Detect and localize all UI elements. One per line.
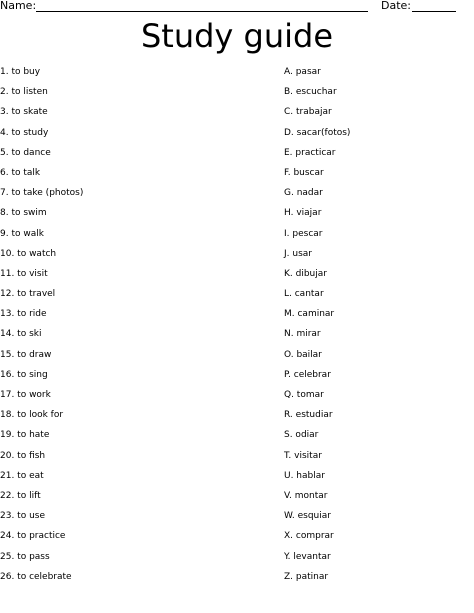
date-label: Date: <box>381 0 411 12</box>
answer-item: V. montar <box>284 490 328 501</box>
prompt-item: 6. to talk <box>0 167 41 178</box>
answer-list <box>284 62 469 587</box>
prompt-item: 15. to draw <box>0 349 52 360</box>
answer-item: Y. levantar <box>284 551 331 562</box>
prompt-item: 5. to dance <box>0 147 51 158</box>
prompt-item: 1. to buy <box>0 67 41 77</box>
prompt-item: 12. to travel <box>0 289 56 300</box>
prompt-list <box>0 62 270 587</box>
answer-item: Q. tomar <box>284 390 324 400</box>
prompt-item: 18. to look for <box>0 410 64 421</box>
answer-item: K. dibujar <box>284 268 327 279</box>
answer-item: T. visitar <box>284 450 322 461</box>
name-label: Name: <box>0 0 37 12</box>
answer-item: S. odiar <box>284 430 319 441</box>
prompt-item: 2. to listen <box>0 87 48 98</box>
name-line <box>36 11 368 12</box>
answer-item: B. escuchar <box>284 87 337 98</box>
prompt-item: 14. to ski <box>0 329 42 340</box>
prompt-item: 24. to practice <box>0 531 66 542</box>
answer-item: H. viajar <box>284 208 322 219</box>
answer-item: P. celebrar <box>284 369 331 380</box>
prompt-item: 4. to study <box>0 127 49 138</box>
date-line <box>412 11 456 12</box>
prompt-item: 3. to skate <box>0 107 48 118</box>
answer-item: M. caminar <box>284 309 335 320</box>
prompt-item: 26. to celebrate <box>0 571 72 582</box>
page-title: Study guide <box>140 17 334 55</box>
answer-item: E. practicar <box>284 147 336 158</box>
prompt-item: 21. to eat <box>0 470 44 481</box>
answer-item: X. comprar <box>284 531 334 542</box>
prompt-item: 17. to work <box>0 390 51 400</box>
prompt-item: 22. to lift <box>0 490 41 501</box>
answer-item: U. hablar <box>284 470 325 481</box>
answer-item: O. bailar <box>284 349 322 360</box>
answer-item: A. pasar <box>284 67 321 77</box>
answer-item: I. pescar <box>284 228 323 239</box>
prompt-item: 13. to ride <box>0 309 47 320</box>
prompt-item: 20. to fish <box>0 450 46 461</box>
header <box>0 0 474 14</box>
prompt-item: 11. to visit <box>0 268 48 279</box>
prompt-item: 7. to take (photos) <box>0 188 84 199</box>
prompt-item: 25. to pass <box>0 551 50 562</box>
answer-item: W. esquiar <box>284 511 331 522</box>
prompt-item: 10. to watch <box>0 248 57 259</box>
prompt-item: 16. to sing <box>0 369 48 380</box>
answer-item: L. cantar <box>284 289 324 300</box>
prompt-item: 9. to walk <box>0 228 44 239</box>
answer-item: G. nadar <box>284 188 323 199</box>
prompt-item: 19. to hate <box>0 430 50 441</box>
answer-item: J. usar <box>284 248 312 259</box>
answer-item: F. buscar <box>284 167 324 178</box>
prompt-item: 8. to swim <box>0 208 47 219</box>
answer-item: Z. patinar <box>284 571 329 582</box>
answer-item: C. trabajar <box>284 107 332 118</box>
answer-item: D. sacar(fotos) <box>284 127 351 138</box>
answer-item: R. estudiar <box>284 410 333 421</box>
prompt-item: 23. to use <box>0 511 45 522</box>
answer-item: N. mirar <box>284 329 321 340</box>
